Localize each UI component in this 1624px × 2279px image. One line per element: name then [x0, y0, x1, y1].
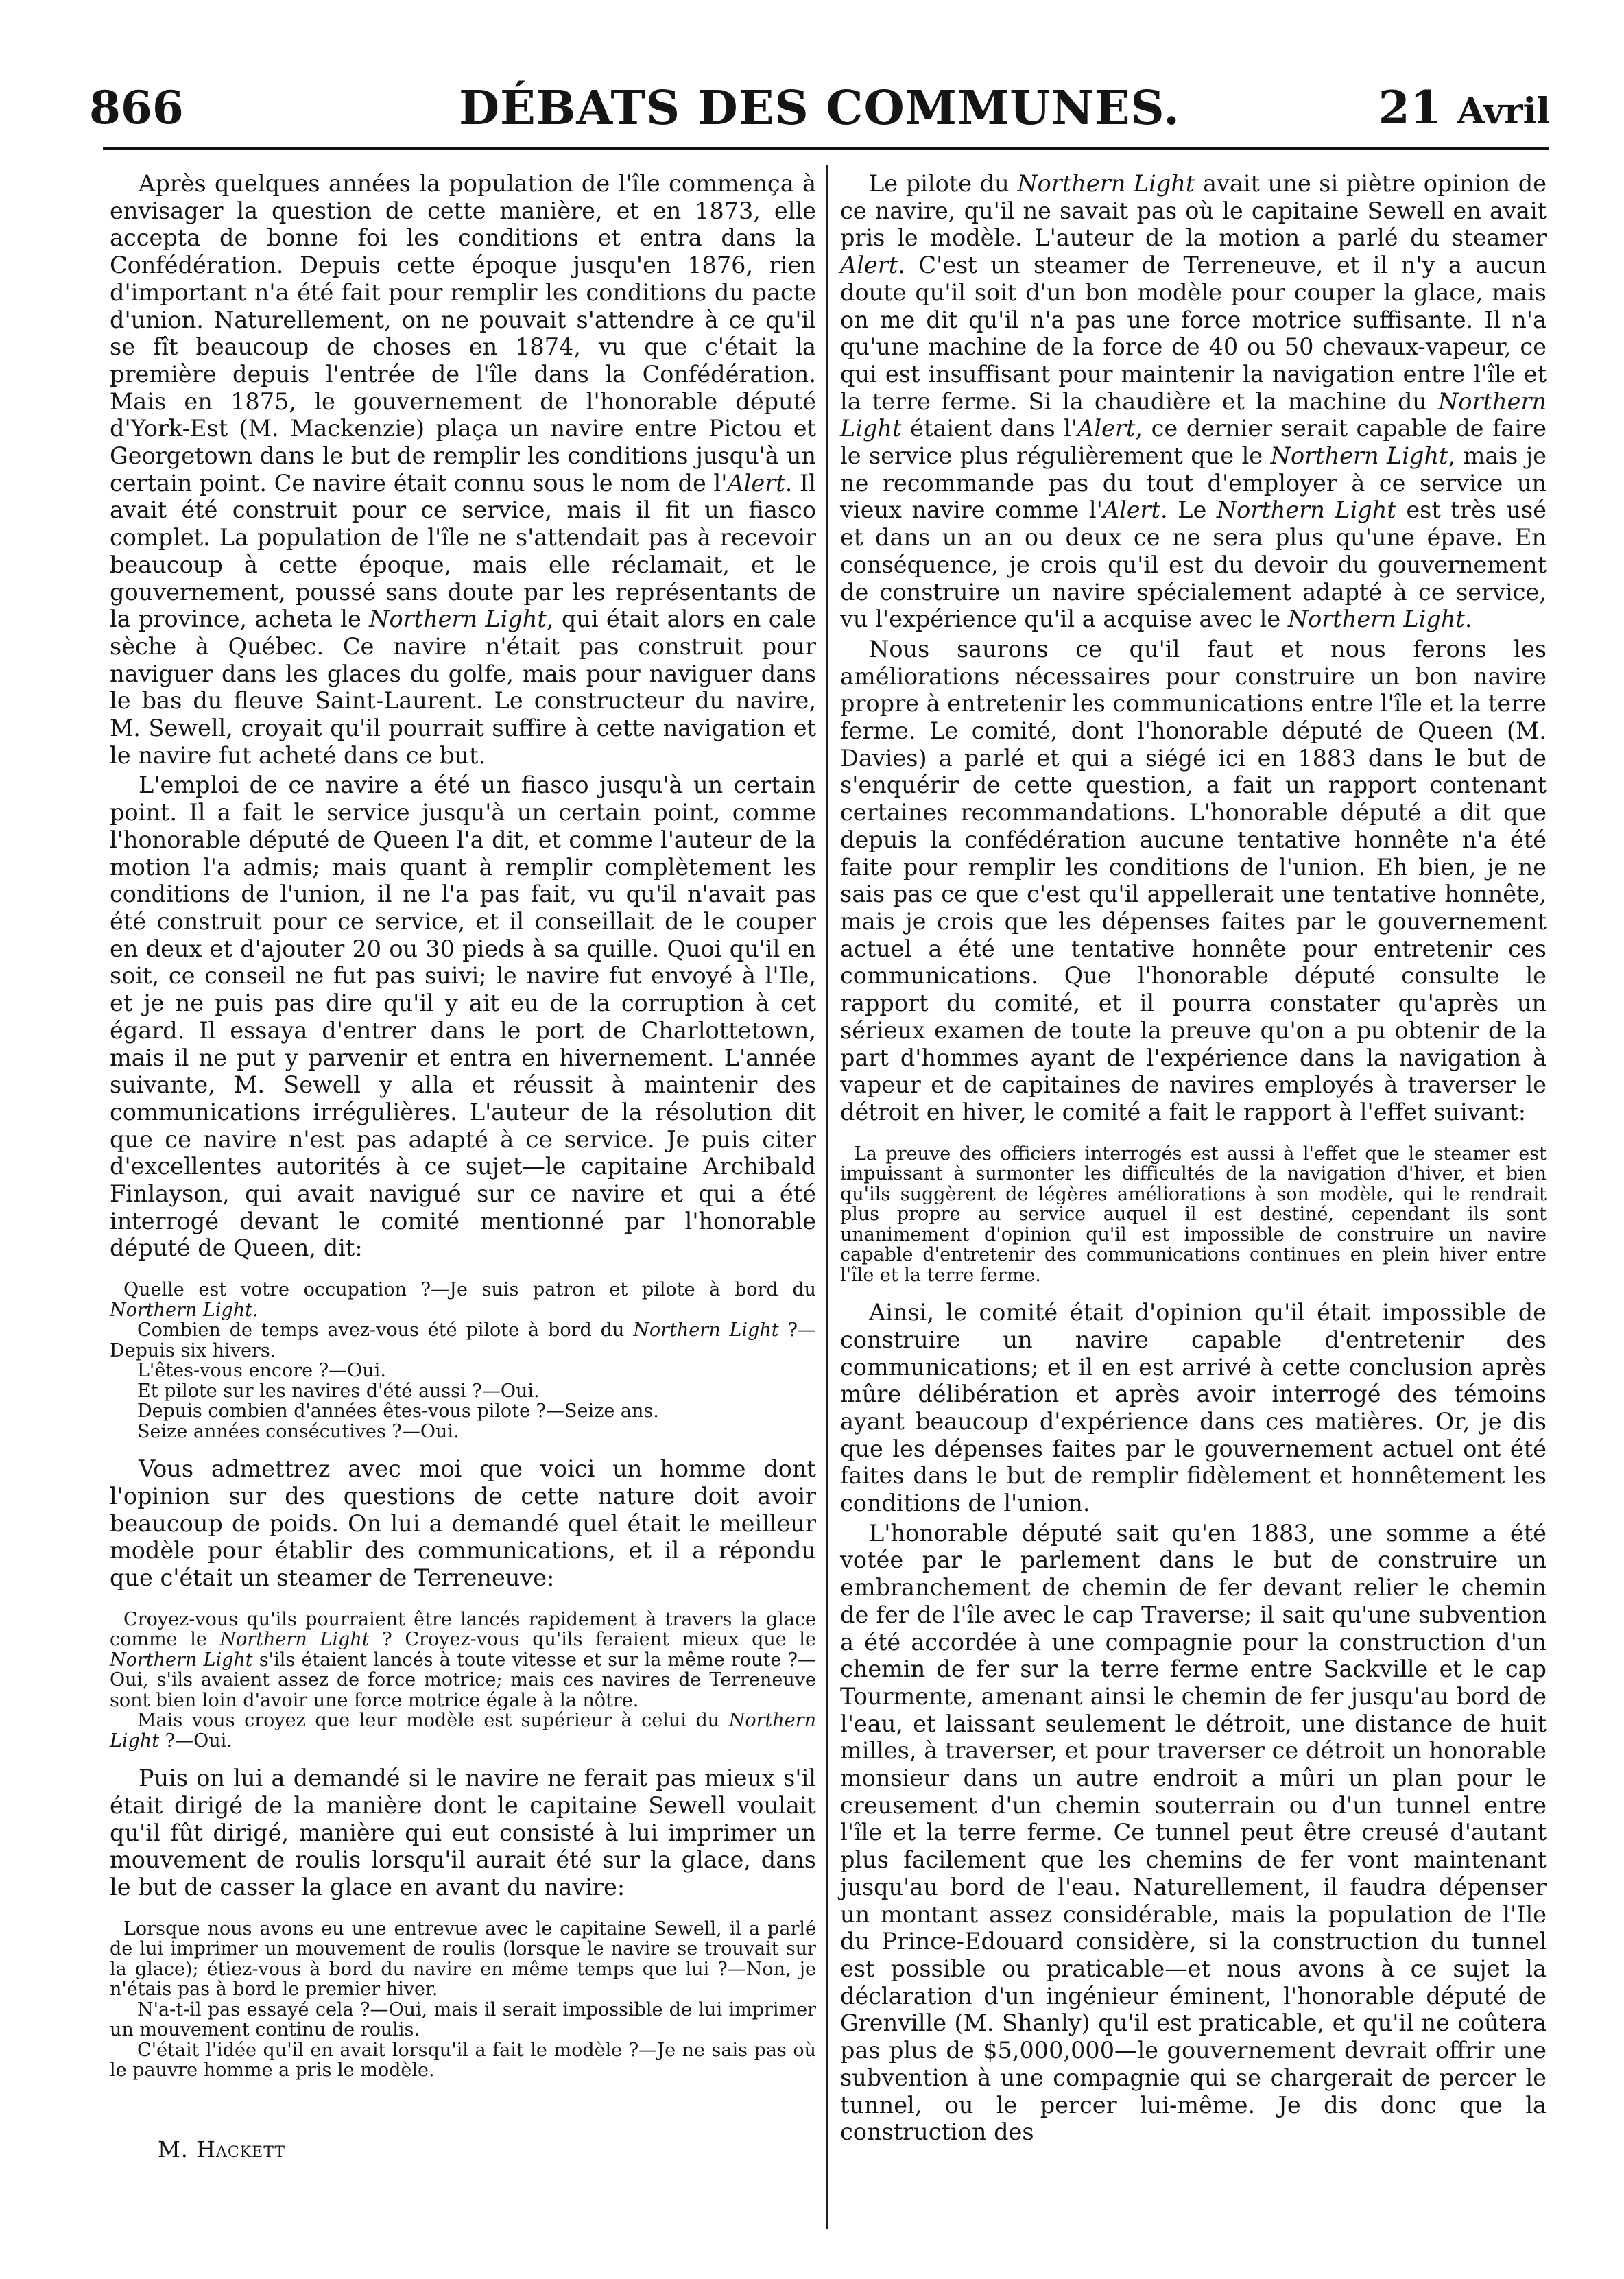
column-divider — [826, 165, 828, 2229]
ship-name: Northern Light — [110, 1710, 816, 1752]
ship-name: Northern Light — [840, 387, 1547, 442]
date-day: 21 — [1378, 81, 1442, 134]
ship-name: Alert — [727, 469, 785, 497]
page-number: 866 — [89, 81, 184, 134]
paragraph: Puis on lui a demandé si le navire ne ferait pas mieux s'il était dirigé de la manière dont le capitaine Sewell voulait qu'il fût dirigé, manière qui eut consisté à lui imprimer un mouvement de roulis lorsqu'il aurait été sur la glace, dans le but de casser la glace en avant du navire: — [110, 1765, 816, 1900]
testimony-line — [110, 1280, 816, 1320]
text-run: . Le — [1160, 497, 1217, 524]
text-run: . Il avait été construit pour ce service, mais il fit un fiasco complet. La population de l'île ne s'attendait pas à recevoir beaucoup à cette époque, mais elle réclamait, et le gouvernement, poussé sans doute par les représentants de la province, acheta le — [110, 469, 817, 633]
ship-name: Northern Light — [633, 1320, 779, 1341]
text-run: , qui était alors en cale sèche à Québec. Ce navire n'était pas construit pour naviguer dans les glaces du golfe, mais pour naviguer dans le bas du fleuve Saint-Laurent. Le constructeur du navire, M. Sewell, croyait qu'il pourrait suffire à cette navigation et le navire fut acheté dans ce but. — [110, 606, 816, 769]
ship-name: Alert — [1102, 497, 1161, 524]
testimony-line — [110, 1320, 816, 1361]
testimony-line — [110, 1610, 816, 1711]
right-column — [840, 170, 1547, 2146]
date-month: Avril — [1457, 91, 1550, 132]
text-run: Le pilote du — [869, 170, 1018, 197]
paragraph: Vous admettrez avec moi que voici un homme dont l'opinion sur des questions de cette nature doit avoir beaucoup de poids. On lui a demandé quel était le meilleur modèle pour établir des communications, et il a répondu que c'était un steamer de Terreneuve: — [110, 1455, 816, 1591]
text-run: ?—Oui. — [159, 1730, 232, 1752]
testimony-line: N'a-t-il pas essayé cela ?—Oui, mais il serait impossible de lui imprimer un mouvement continu de roulis. — [110, 1998, 816, 2041]
page-title: DÉBATS DES COMMUNES. — [459, 81, 1180, 136]
text-run: . C'est un steamer de Terreneuve, et il n'y a aucun doute qu'il soit d'un bon modèle pour couper la glace, mais on me dit qu'il n'a pas une force motrice suffisante. Il n'a qu'une machine de la force de 40 ou 50 chevaux-vapeur, ce qui est insuffisant pour maintenir la navigation entre l'île et la terre ferme. Si la chaudière et la machine du — [840, 252, 1547, 415]
ship-name: Northern Light — [369, 606, 547, 633]
report-line: La preuve des officiers interrogés est aussi à l'effet que le steamer est impuissant à surmonter les difficultés de la navigation d'hiver, et bien qu'ils suggèrent de légères améliorations à son modèle, qui le rendrait plus propre au service auquel il est destiné, cependant ils sont unanimement d'opinion qu'il est impossible de construire un navire capable d'entretenir des communications continues en plein hiver entre l'île et la terre ferme. — [840, 1143, 1547, 1286]
ship-name: Northern Light — [1216, 497, 1396, 524]
text-run: étaient dans l' — [901, 415, 1078, 442]
testimony-line: Depuis combien d'années êtes-vous pilote ?—Seize ans. — [137, 1400, 659, 1422]
left-column — [110, 170, 816, 2095]
paragraph — [840, 170, 1547, 633]
text-run: Combien de temps avez-vous été pilote à bord du — [137, 1320, 634, 1341]
testimony-quote — [110, 1919, 816, 2081]
text-run: Croyez-vous qu'ils pourraient être lancés rapidement à travers la glace comme le — [110, 1608, 816, 1651]
text-run: est très usé et dans un an ou deux ce ne sera plus qu'une épave. En conséquence, je crois qu'il est du devoir du gouvernement de construire un navire spécialement adapté à ce service, vu l'expérience qu'il a acquise avec le — [840, 497, 1547, 633]
testimony-quote — [110, 1280, 816, 1442]
page-date — [1378, 81, 1550, 134]
ship-name: Alert — [1077, 415, 1136, 442]
speaker-name: M. Hackett — [158, 2136, 285, 2162]
ship-name: Northern Light — [219, 1629, 370, 1651]
testimony-line — [110, 1710, 816, 1751]
testimony-quote — [110, 1610, 816, 1752]
text-run: Après quelques années la population de l'île commença à envisager la question de cette manière, et en 1873, elle accepta de bonne foi les conditions et entra dans la Confédération. Depuis cette époque jusqu'en 1876, rien d'important n'a été fait pour remplir les conditions du pacte d'union. Naturellement, on ne pouvait s'attendre à ce qu'il se fît beaucoup de choses en 1874, vu que c'était la première depuis l'entrée de l'île dans la Confédération. Mais en 1875, le gouvernement de l'honorable député d'York-Est (M. Mackenzie) plaça un navire entre Pictou et Georgetown dans le but de remplir les conditions jusqu'à un certain point. Ce navire était connu sous le nom de l' — [110, 170, 816, 497]
text-run: ?—Depuis six hivers. — [110, 1320, 816, 1361]
text-run: Mais vous croyez que leur modèle est supérieur à celui du — [137, 1710, 729, 1732]
text-run: , mais je ne recommande pas du tout d'employer à ce service un vieux navire comme l' — [840, 442, 1547, 524]
ship-name: Northern Light — [1017, 170, 1195, 197]
header-rule — [103, 147, 1549, 150]
text-run: . — [1464, 606, 1472, 633]
ship-name: Northern Light. — [110, 1299, 259, 1321]
ship-name: Northern Light — [1270, 442, 1448, 470]
ship-name: Northern Light — [110, 1649, 253, 1671]
paragraph: Ainsi, le comité était d'opinion qu'il était impossible de construire un navire capable d'entretenir des communications; et il en est arrivé à cette conclusion après mûre délibération et après avoir interrogé des témoins ayant beaucoup d'expérience dans ces matières. Or, je dis que les dépenses faites par le gouvernement actuel ont été faites dans le but de remplir fidèlement et honnêtement les conditions de l'union. — [840, 1299, 1547, 1517]
text-run: avait une si piètre opinion de ce navire, qu'il ne savait pas où le capitaine Sewell en avait pris le modèle. L'auteur de la motion a parlé du steamer — [840, 170, 1547, 252]
committee-report-quote — [840, 1144, 1547, 1286]
page-header — [89, 81, 1550, 136]
testimony-line: C'était l'idée qu'il en avait lorsqu'il a fait le modèle ?—Je ne sais pas où le pauvre homme a pris le modèle. — [110, 2039, 816, 2081]
paragraph: L'emploi de ce navire a été un fiasco jusqu'à un certain point. Il a fait le service jusqu'à un certain point, comme l'honorable député de Queen l'a dit, et comme l'auteur de la motion l'a admis; mais quant à remplir complètement les conditions de l'union, il ne l'a pas fait, vu qu'il n'avait pas été construit pour ce service, et il conseillait de le couper en deux et d'ajouter 20 ou 30 pieds à sa quille. Quoi qu'il en soit, ce conseil ne fut pas suivi; le navire fut envoyé à l'Ile, et je ne puis pas dire qu'il y ait eu de la corruption à cet égard. Il essaya d'entrer dans le port de Charlottetown, mais il ne put y parvenir et entra en hivernement. L'année suivante, M. Sewell y alla et réussit à maintenir des communications irrégulières. L'auteur de la résolution dit que ce navire n'est pas adapté à ce service. Je puis citer d'excellentes autorités à ce sujet—le capitaine Archibald Finlayson, qui avait navigué sur ce navire et qui a été interrogé devant le comité mentionné par l'honorable député de Queen, dit: — [110, 772, 816, 1262]
text-run: , ce dernier serait capable de faire le service plus régulièrement que le — [840, 415, 1547, 470]
testimony-line: L'êtes-vous encore ?—Oui. — [137, 1360, 386, 1382]
text-run: s'ils étaient lancés à toute vitesse et sur la même route ?—Oui, s'ils avaient assez de force motrice; mais ces navires de Terreneuve sont bien loin d'avoir une force motrice égale à la nôtre. — [110, 1649, 816, 1711]
paragraph — [110, 170, 816, 769]
paragraph: Nous saurons ce qu'il faut et nous ferons les améliorations nécessaires pour construire un bon navire propre à entretenir les communications entre l'île et la terre ferme. Le comité, dont l'honorable député de Queen (M. Davies) a parlé et qui a siégé ici en 1883 dans le but de s'enquérir de cette question, a fait un rapport contenant certaines recommandations. L'honorable député a dit que depuis la confédération aucune tentative honnête n'a été faite pour remplir les conditions de l'union. Eh bien, je ne sais pas ce que c'est qu'il appellerait une tentative honnête, mais je crois que les dépenses faites par le gouvernement actuel a été une tentative honnête pour entretenir ces communications. Que l'honorable député consulte le rapport du comité, et il pourra constater qu'après un sérieux examen de toute la preuve qu'on a pu obtenir de la part d'hommes ayant de l'expérience dans la navigation à vapeur et de capitaines de navires employés à traverser le détroit en hiver, le comité a fait le rapport à l'effet suivant: — [840, 635, 1547, 1125]
ship-name: Alert — [840, 252, 898, 279]
testimony-line: Et pilote sur les navires d'été aussi ?—Oui. — [137, 1380, 540, 1402]
ship-name: Northern Light — [1287, 606, 1465, 633]
testimony-line: Lorsque nous avons eu une entrevue avec le capitaine Sewell, il a parlé de lui imprimer un mouvement de roulis (lorsque le navire se trouvait sur la glace); étiez-vous à bord du navire en même temps que lui ?—Non, je n'étais pas à bord le premier hiver. — [110, 1918, 816, 2001]
testimony-line: Seize années consécutives ?—Oui. — [137, 1420, 459, 1442]
text-run: Quelle est votre occupation ?—Je suis patron et pilote à bord du — [123, 1279, 816, 1301]
paragraph: L'honorable député sait qu'en 1883, une somme a été votée par le parlement dans le but de construire un embranchement de chemin de fer devant relier le chemin de fer de l'île avec le cap Traverse; il sait qu'une subvention a été accordée à une compagnie pour la construction d'un chemin de fer sur la terre ferme entre Sackville et le cap Tourmente, amenant ainsi le chemin de fer jusqu'au bord de l'eau, et laissant seulement le détroit, une distance de huit milles, à traverser, et pour traverser ce détroit un honorable monsieur dans un autre endroit a mûri un plan pour le creusement d'un chemin souterrain ou d'un tunnel entre l'île et la terre ferme. Ce tunnel peut être creusé d'autant plus facilement que les chemins de fer vont maintenant jusqu'au bord de l'eau. Naturellement, il faudra dépenser un montant assez considérable, mais la population de l'Ile du Prince-Edouard considère, si la construction du tunnel est possible ou praticable—et nous avons à ce sujet la déclaration d'un ingénieur éminent, l'honorable député de Grenville (M. Shanly) qu'il est praticable, et qu'il ne coûtera pas plus de $5,000,000—le gouvernement devrait offrir une subvention à une compagnie qui se chargerait de percer le tunnel, ou le percer lui-même. Je dis donc que la construction des — [840, 1519, 1547, 2146]
text-run: ? Croyez-vous qu'ils feraient mieux que le — [369, 1629, 817, 1651]
